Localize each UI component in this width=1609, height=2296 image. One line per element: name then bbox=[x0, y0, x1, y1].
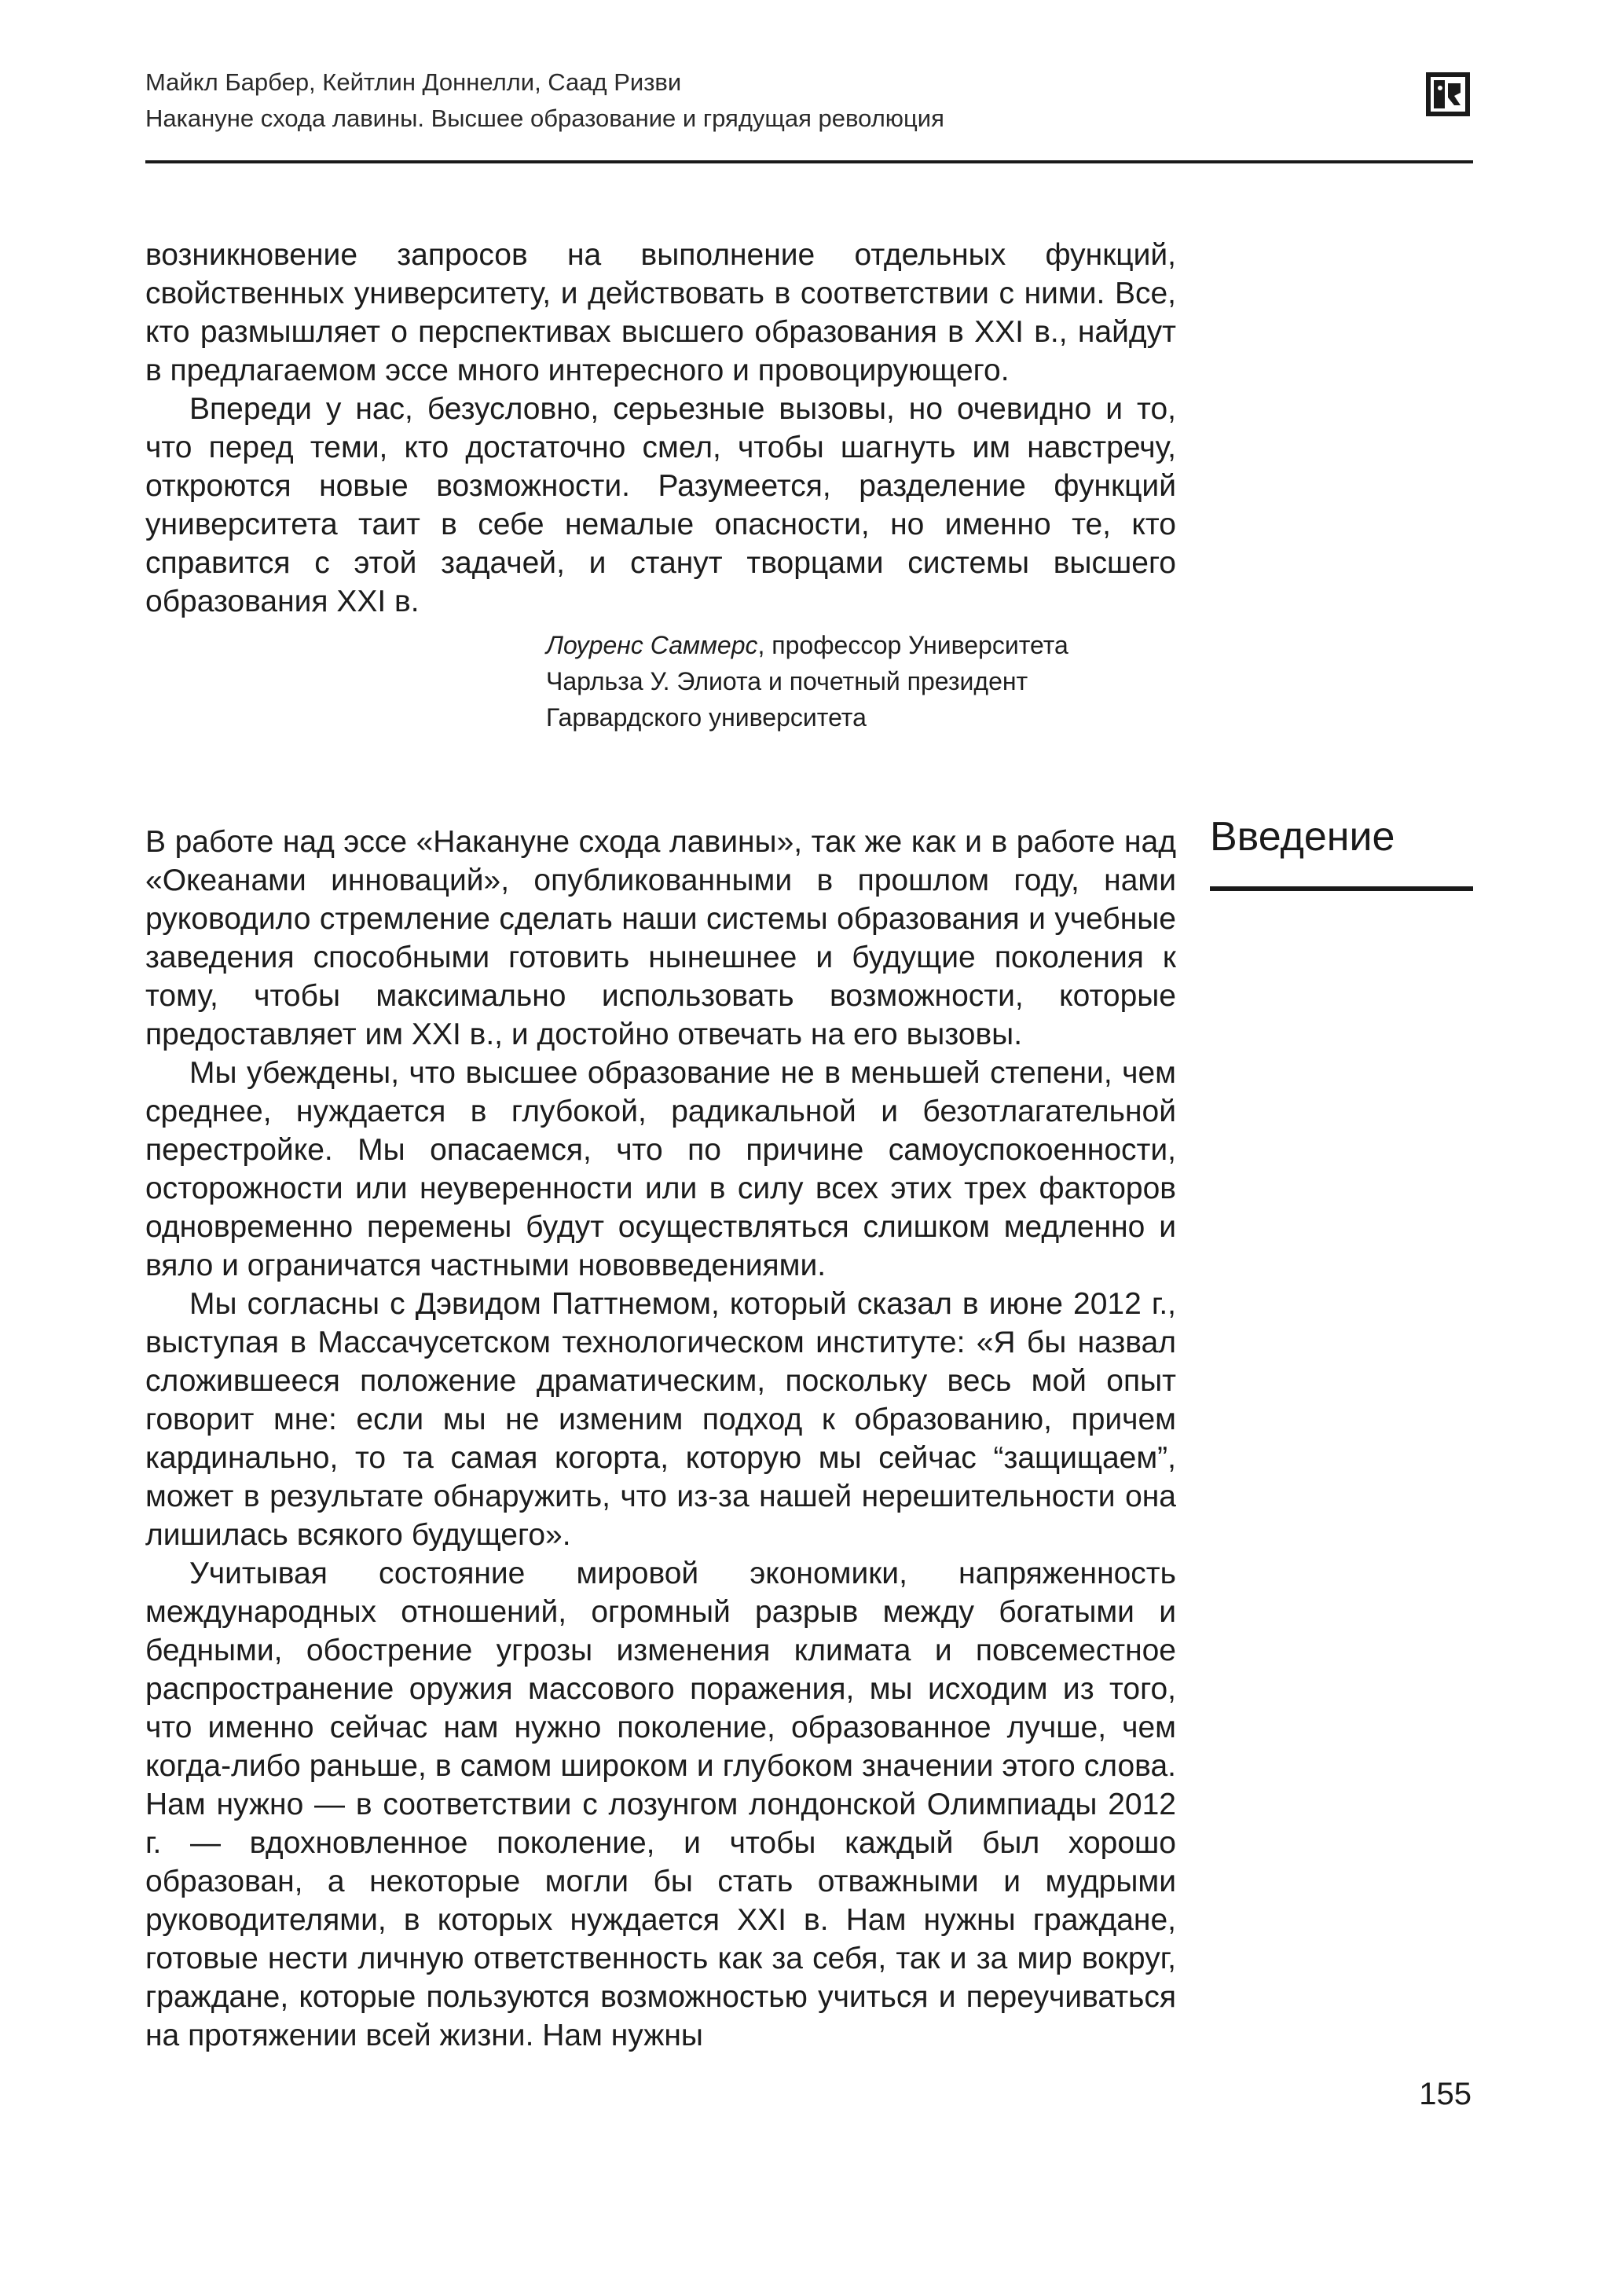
attribution-author: Лоуренс Саммерс bbox=[546, 631, 758, 659]
header-divider bbox=[145, 160, 1473, 163]
body-paragraph: В работе над эссе «Накануне схода лавины», так же как и в работе над «Океанами инноваций», опубликованными в прошлом году, нами руководило стремление сделать наши системы образования и учебные заведения способными готовить нынешнее и будущие поколения к тому, чтобы максимально использовать возможности, которые предоставляет им XXI в., и достойно отвечать на его вызовы. bbox=[145, 825, 1176, 1051]
publisher-logo-icon bbox=[1426, 72, 1470, 116]
body-paragraph: Мы убеждены, что высшее образование не в меньшей степени, чем среднее, нуждается в глубокой, радикальной и безотлагательной перестройке. Мы опасаемся, что по причине самоуспокоенности, осторожности или неуверенности или в силу всех этих трех факторов одновременно перемены будут осуществляться слишком медленно и вяло и ограничатся частными нововведениями. bbox=[145, 1056, 1176, 1282]
running-header bbox=[145, 64, 1473, 159]
attribution-line-3: Гарвардского университета bbox=[546, 703, 867, 732]
epigraph-attribution bbox=[546, 627, 1190, 735]
page-number: 155 bbox=[1419, 2077, 1472, 2111]
attribution-role: , профессор Университета bbox=[757, 631, 1068, 659]
epigraph-paragraph: возникновение запросов на выполнение отдельных функций, свойственных университету, и действовать в соответствии с ними. Все, кто размышляет о перспективах высшего образования в XXI в., найдут в предлагаемом эссе много интересного и провоцирующего. bbox=[145, 238, 1176, 387]
section-title: Введение bbox=[1210, 814, 1395, 860]
epigraph-paragraph: Впереди у нас, безусловно, серьезные вызовы, но очевидно и то, что перед теми, кто достаточно смел, чтобы шагнуть им навстречу, откроются новые возможности. Разумеется, разделение функций университета таит в себе немалые опасности, но именно те, кто справится с этой задачей, и станут творцами системы высшего образования XXI в. bbox=[145, 392, 1176, 618]
header-authors: Майкл Барбер, Кейтлин Доннелли, Саад Ризви bbox=[145, 68, 682, 96]
section-heading bbox=[1210, 809, 1473, 891]
attribution-line-1 bbox=[546, 627, 1190, 663]
epigraph-text bbox=[145, 236, 1176, 621]
header-book-title: Накануне схода лавины. Высшее образование и грядущая революция bbox=[145, 105, 944, 132]
body-paragraph: Учитывая состояние мировой экономики, напряженность международных отношений, огромный разрыв между богатыми и бедными, обострение угрозы изменения климата и повсеместное распространение оружия массового поражения, мы исходим из того, что именно сейчас нам нужно поколение, образованное лучше, чем когда-либо раньше, в самом широком и глубоком значении этого слова. Нам нужно — в соответствии с лозунгом лондонской Олимпиады 2012 г. — вдохновленное поколение, и чтобы каждый был хорошо образован, а некоторые могли бы стать отважными и мудрыми руководителями, в которых нуждается XXI в. Нам нужны граждане, готовые нести личную ответственность как за себя, так и за мир вокруг, граждане, которые пользуются возможностью учиться и переучиваться на протяжении всей жизни. Нам нужны bbox=[145, 1557, 1176, 2052]
attribution-line-2: Чарльза У. Элиота и почетный президент bbox=[546, 667, 1028, 695]
section-underline bbox=[1210, 886, 1473, 891]
body-paragraph: Мы согласны с Дэвидом Паттнемом, который сказал в июне 2012 г., выступая в Массачусетском технологическом институте: «Я бы назвал сложившееся положение драматическим, поскольку весь мой опыт говорит мне: если мы не изменим подход к образованию, причем кардинально, то та самая когорта, которую мы сейчас “защищаем”, может в результате обнаружить, что из-за нашей нерешительности она лишилась всякого будущего». bbox=[145, 1287, 1176, 1552]
body-text bbox=[145, 823, 1176, 2055]
